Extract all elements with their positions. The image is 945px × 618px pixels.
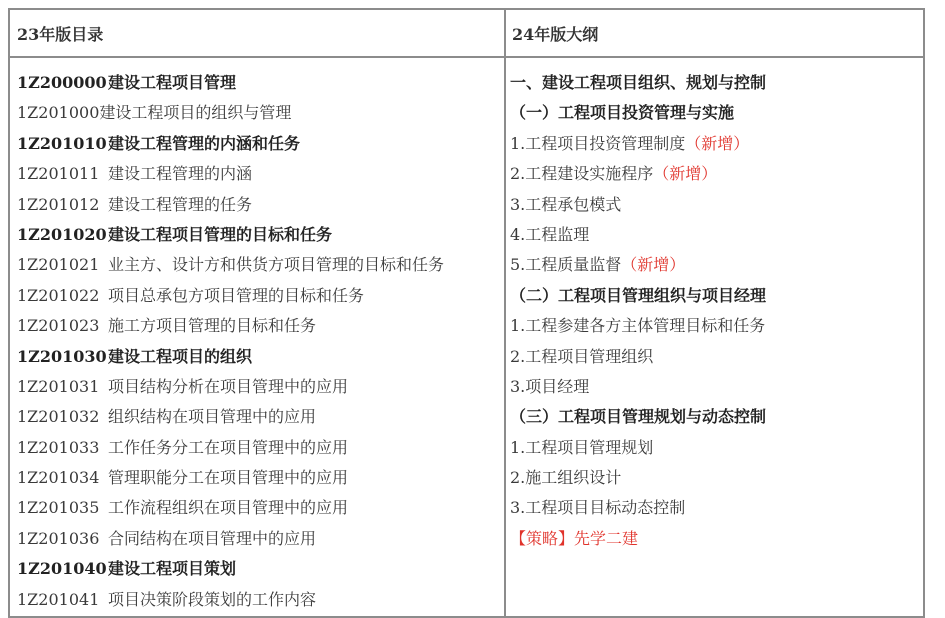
catalog-code: 1Z201030 <box>17 346 107 366</box>
outline-title: 2.工程建设实施程序 <box>510 164 654 184</box>
catalog-code: 1Z201010 <box>17 133 107 153</box>
outline-row <box>510 190 920 220</box>
comparison-table <box>8 8 925 618</box>
header-divider <box>10 56 923 58</box>
catalog-row <box>17 585 497 615</box>
outline-row <box>510 433 920 463</box>
outline-row <box>510 463 920 493</box>
catalog-code: 1Z201020 <box>17 224 107 244</box>
outline-title: 3.工程承包模式 <box>510 194 622 214</box>
catalog-code: 1Z201032 <box>17 407 100 427</box>
outline-row <box>510 98 920 128</box>
catalog-title: 项目总承包方项目管理的目标和任务 <box>108 285 365 305</box>
catalog-title: 管理职能分工在项目管理中的应用 <box>108 468 349 488</box>
new-tag: （新增） <box>653 164 718 184</box>
catalog-row <box>17 250 497 280</box>
catalog-title: 建设工程管理的内涵和任务 <box>108 133 301 153</box>
catalog-code: 1Z201041 <box>17 589 100 609</box>
catalog-code: 1Z201033 <box>17 437 100 457</box>
outline-2024-column <box>510 68 920 554</box>
column-divider <box>504 10 506 616</box>
catalog-code: 1Z201021 <box>17 255 100 275</box>
catalog-title: 建设工程项目的组织与管理 <box>99 103 292 123</box>
catalog-row <box>17 554 497 584</box>
catalog-title: 建设工程项目管理的目标和任务 <box>108 224 333 244</box>
catalog-code: 1Z200000 <box>17 73 107 92</box>
outline-row <box>510 402 920 432</box>
catalog-row <box>17 129 497 159</box>
catalog-row <box>17 159 497 189</box>
catalog-title: 项目结构分析在项目管理中的应用 <box>108 376 349 396</box>
catalog-row <box>17 98 497 128</box>
catalog-code: 1Z201023 <box>17 316 100 336</box>
catalog-code: 1Z201036 <box>17 528 100 548</box>
catalog-row <box>17 281 497 311</box>
new-tag: （新增） <box>621 255 686 275</box>
outline-title: （二）工程项目管理组织与项目经理 <box>510 285 767 305</box>
outline-row <box>510 281 920 311</box>
outline-title: 2.施工组织设计 <box>510 468 622 488</box>
catalog-title: 业主方、设计方和供货方项目管理的目标和任务 <box>108 255 445 275</box>
catalog-row <box>17 342 497 372</box>
catalog-2023-column <box>17 68 497 615</box>
catalog-code: 1Z201035 <box>17 498 100 518</box>
catalog-row <box>17 190 497 220</box>
catalog-code: 1Z201012 <box>17 194 100 214</box>
catalog-code: 1Z201034 <box>17 468 100 488</box>
catalog-title: 工作任务分工在项目管理中的应用 <box>108 437 349 457</box>
outline-title: 3.工程项目目标动态控制 <box>510 498 686 518</box>
outline-title: （一）工程项目投资管理与实施 <box>510 103 735 123</box>
header-24-outline: 24年版大纲 <box>512 25 599 44</box>
outline-row <box>510 250 920 280</box>
outline-title: 1.工程项目管理规划 <box>510 437 654 457</box>
catalog-code: 1Z201031 <box>17 376 100 396</box>
catalog-code: 1Z201011 <box>17 164 100 184</box>
catalog-title: 建设工程项目的组织 <box>108 346 253 366</box>
catalog-title: 项目决策阶段策划的工作内容 <box>108 589 317 609</box>
outline-row <box>510 129 920 159</box>
new-tag: （新增） <box>685 133 750 153</box>
catalog-title: 建设工程管理的内涵 <box>108 164 253 184</box>
catalog-row <box>17 311 497 341</box>
catalog-row <box>17 68 497 98</box>
catalog-row <box>17 372 497 402</box>
outline-row <box>510 220 920 250</box>
catalog-row <box>17 524 497 554</box>
outline-row <box>510 311 920 341</box>
outline-title: 3.项目经理 <box>510 376 590 396</box>
outline-title: 5.工程质量监督 <box>510 255 622 275</box>
outline-title: 4.工程监理 <box>510 224 590 244</box>
outline-row <box>510 493 920 523</box>
catalog-title: 建设工程项目策划 <box>108 559 237 579</box>
outline-row <box>510 68 920 98</box>
outline-title: 一、建设工程项目组织、规划与控制 <box>510 73 767 92</box>
outline-row <box>510 372 920 402</box>
strategy-note-row <box>510 524 920 554</box>
catalog-row <box>17 402 497 432</box>
catalog-row <box>17 220 497 250</box>
catalog-code: 1Z201022 <box>17 285 100 305</box>
catalog-row <box>17 433 497 463</box>
strategy-note: 【策略】先学二建 <box>510 528 639 548</box>
catalog-title: 建设工程项目管理 <box>108 73 237 92</box>
outline-title: 2.工程项目管理组织 <box>510 346 654 366</box>
header-23-catalog: 23年版目录 <box>17 25 104 44</box>
catalog-code: 1Z201040 <box>17 559 107 579</box>
outline-title: 1.工程参建各方主体管理目标和任务 <box>510 316 766 336</box>
outline-title: （三）工程项目管理规划与动态控制 <box>510 407 767 427</box>
outline-row <box>510 342 920 372</box>
catalog-row <box>17 493 497 523</box>
outline-title: 1.工程项目投资管理制度 <box>510 133 686 153</box>
catalog-title: 合同结构在项目管理中的应用 <box>108 528 317 548</box>
catalog-title: 建设工程管理的任务 <box>108 194 253 214</box>
catalog-code: 1Z201000 <box>17 103 100 123</box>
catalog-title: 施工方项目管理的目标和任务 <box>108 316 317 336</box>
catalog-row <box>17 463 497 493</box>
catalog-title: 组织结构在项目管理中的应用 <box>108 407 317 427</box>
outline-row <box>510 159 920 189</box>
catalog-title: 工作流程组织在项目管理中的应用 <box>108 498 349 518</box>
